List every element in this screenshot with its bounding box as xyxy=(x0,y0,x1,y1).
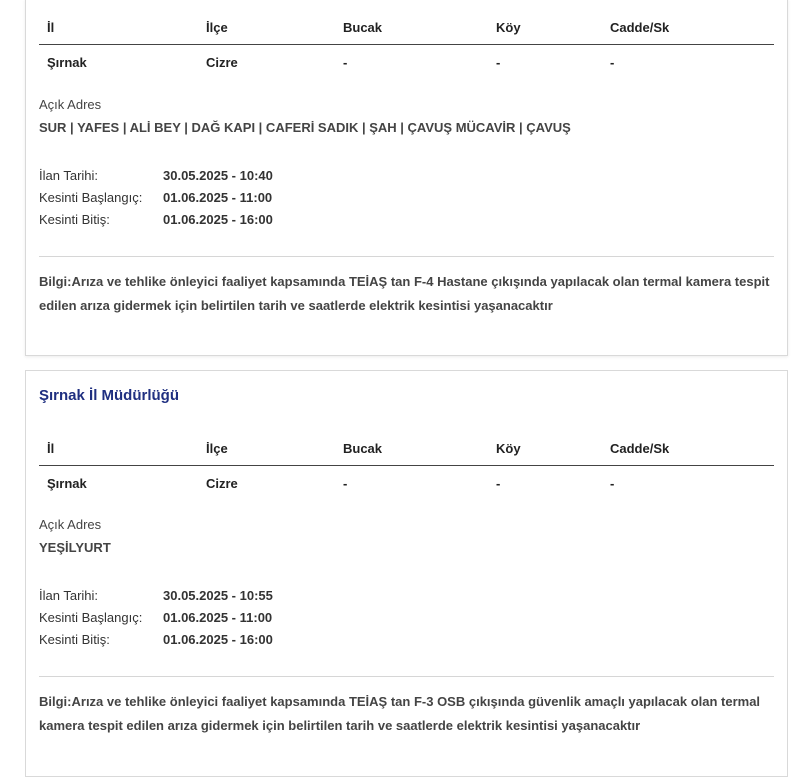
cell-bucak: - xyxy=(343,475,348,491)
table-header-row xyxy=(39,431,774,466)
header-koy: Köy xyxy=(488,431,602,466)
baslangic-label: Kesinti Başlangıç: xyxy=(39,610,143,625)
table-row xyxy=(39,45,774,80)
header-ilce: İlçe xyxy=(198,431,335,466)
baslangic-row xyxy=(39,607,774,629)
address-value: YEŞİLYURT xyxy=(39,540,111,555)
address-value: SUR | YAFES | ALİ BEY | DAĞ KAPI | CAFERİ SADIK | ŞAH | ÇAVUŞ MÜCAVİR | ÇAVUŞ xyxy=(39,120,571,135)
outage-card xyxy=(25,0,788,356)
cell-bucak: - xyxy=(343,54,348,70)
cell-koy: - xyxy=(496,54,501,70)
divider xyxy=(39,256,774,257)
header-bucak: Bucak xyxy=(335,431,488,466)
location-table-wrapper xyxy=(39,431,774,500)
header-cadde: Cadde/Sk xyxy=(602,10,774,45)
ilan-tarihi-row xyxy=(39,165,774,187)
cell-ilce: Cizre xyxy=(206,475,238,491)
header-cadde: Cadde/Sk xyxy=(602,431,774,466)
header-il: İl xyxy=(39,10,198,45)
header-il: İl xyxy=(39,431,198,466)
dates-block xyxy=(39,165,774,231)
location-table xyxy=(39,10,774,79)
location-table-wrapper xyxy=(39,10,774,79)
ilan-tarihi-value: 30.05.2025 - 10:40 xyxy=(163,168,273,183)
bitis-label: Kesinti Bitiş: xyxy=(39,212,110,227)
baslangic-label: Kesinti Başlangıç: xyxy=(39,190,143,205)
header-koy: Köy xyxy=(488,10,602,45)
outage-card xyxy=(25,370,788,777)
cell-koy: - xyxy=(496,475,501,491)
bitis-row xyxy=(39,209,774,231)
address-block xyxy=(39,517,774,555)
header-bucak: Bucak xyxy=(335,10,488,45)
ilan-tarihi-label: İlan Tarihi: xyxy=(39,168,99,183)
dates-block xyxy=(39,585,774,651)
baslangic-value: 01.06.2025 - 11:00 xyxy=(163,610,273,625)
info-text: Bilgi:Arıza ve tehlike önleyici faaliyet kapsamında TEİAŞ tan F-3 OSB çıkışında güvenlik amaçlı yapılacak olan termal kamera tespit edilen arıza gidermek için belirtilen tarih ve saatlerde elektrik kesintisi yaşanacaktır xyxy=(39,694,761,733)
cell-il: Şırnak xyxy=(47,475,87,491)
table-row xyxy=(39,466,774,501)
address-label: Açık Adres xyxy=(39,97,102,112)
divider xyxy=(39,676,774,677)
bitis-value: 01.06.2025 - 16:00 xyxy=(163,212,273,227)
ilan-tarihi-row xyxy=(39,585,774,607)
bitis-label: Kesinti Bitiş: xyxy=(39,632,110,647)
address-block xyxy=(39,97,774,135)
bitis-row xyxy=(39,629,774,651)
cell-il: Şırnak xyxy=(47,54,87,70)
bitis-value: 01.06.2025 - 16:00 xyxy=(163,632,273,647)
baslangic-value: 01.06.2025 - 11:00 xyxy=(163,190,273,205)
baslangic-row xyxy=(39,187,774,209)
cell-cadde: - xyxy=(610,475,615,491)
cell-cadde: - xyxy=(610,54,615,70)
ilan-tarihi-label: İlan Tarihi: xyxy=(39,588,99,603)
address-label: Açık Adres xyxy=(39,517,102,532)
card-title: Şırnak İl Müdürlüğü xyxy=(39,387,180,404)
location-table xyxy=(39,431,774,500)
table-header-row xyxy=(39,10,774,45)
header-ilce: İlçe xyxy=(198,10,335,45)
cell-ilce: Cizre xyxy=(206,54,238,70)
ilan-tarihi-value: 30.05.2025 - 10:55 xyxy=(163,588,273,603)
info-text: Bilgi:Arıza ve tehlike önleyici faaliyet kapsamında TEİAŞ tan F-4 Hastane çıkışında yapılacak olan termal kamera tespit edilen arıza gidermek için belirtilen tarih ve saatlerde elektrik kesintisi yaşanacaktır xyxy=(39,274,770,313)
